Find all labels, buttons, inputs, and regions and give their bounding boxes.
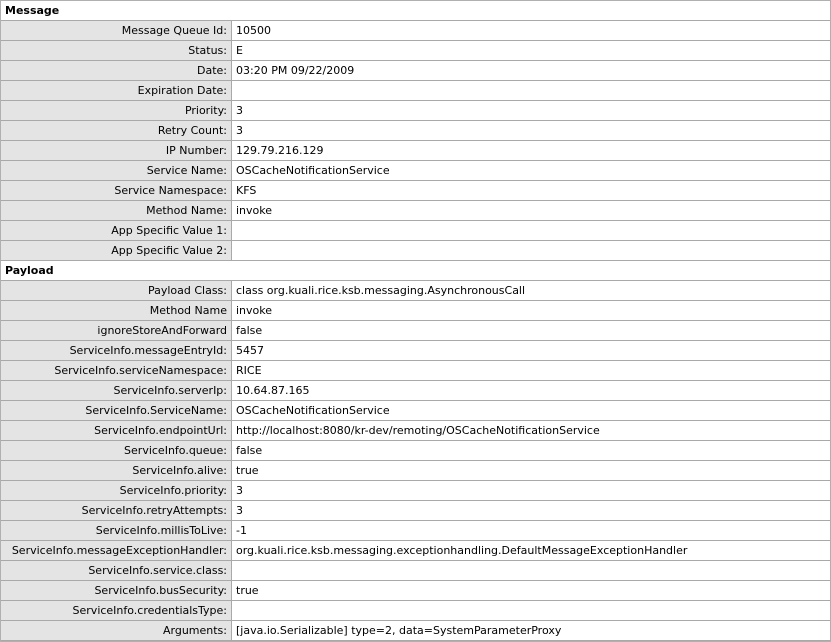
field-label: Service Name: (1, 161, 232, 180)
field-value: RICE (232, 361, 830, 380)
table-row (1, 581, 830, 601)
field-label: ServiceInfo.queue: (1, 441, 232, 460)
table-row (1, 81, 830, 101)
field-label: Status: (1, 41, 232, 60)
table-row (1, 361, 830, 381)
field-label: Retry Count: (1, 121, 232, 140)
table-row (1, 281, 830, 301)
table-row (1, 221, 830, 241)
field-value (232, 221, 830, 240)
table-row (1, 441, 830, 461)
field-label: Arguments: (1, 621, 232, 640)
field-value: http://localhost:8080/kr-dev/remoting/OSCacheNotificationService (232, 421, 830, 440)
table-row (1, 21, 830, 41)
field-value: E (232, 41, 830, 60)
field-label: ServiceInfo.serviceNamespace: (1, 361, 232, 380)
table-row (1, 161, 830, 181)
field-value: invoke (232, 201, 830, 220)
field-value: -1 (232, 521, 830, 540)
field-value: 3 (232, 501, 830, 520)
payload-section-header: Payload (1, 261, 830, 281)
field-value: org.kuali.rice.ksb.messaging.exceptionhandling.DefaultMessageExceptionHandler (232, 541, 830, 560)
field-label: ServiceInfo.alive: (1, 461, 232, 480)
field-label: Expiration Date: (1, 81, 232, 100)
table-row (1, 241, 830, 261)
field-label: Message Queue Id: (1, 21, 232, 40)
field-value: 03:20 PM 09/22/2009 (232, 61, 830, 80)
field-value: 3 (232, 101, 830, 120)
field-value: true (232, 581, 830, 600)
table-row (1, 101, 830, 121)
field-value: true (232, 461, 830, 480)
table-row (1, 461, 830, 481)
table-row (1, 341, 830, 361)
table-row (1, 41, 830, 61)
field-value: 3 (232, 121, 830, 140)
table-row (1, 321, 830, 341)
field-label: ServiceInfo.ServiceName: (1, 401, 232, 420)
field-value: 3 (232, 481, 830, 500)
table-row (1, 401, 830, 421)
table-row (1, 541, 830, 561)
field-label: ServiceInfo.busSecurity: (1, 581, 232, 600)
payload-table (1, 281, 830, 641)
table-row (1, 381, 830, 401)
field-value: false (232, 441, 830, 460)
field-label: ServiceInfo.messageEntryId: (1, 341, 232, 360)
field-label: ServiceInfo.messageExceptionHandler: (1, 541, 232, 560)
table-row (1, 181, 830, 201)
field-value (232, 81, 830, 100)
field-label: ServiceInfo.millisToLive: (1, 521, 232, 540)
message-table (1, 21, 830, 261)
field-label: Date: (1, 61, 232, 80)
table-row (1, 301, 830, 321)
table-row (1, 121, 830, 141)
field-label: ignoreStoreAndForward (1, 321, 232, 340)
field-label: ServiceInfo.service.class: (1, 561, 232, 580)
field-label: IP Number: (1, 141, 232, 160)
field-value (232, 561, 830, 580)
table-row (1, 601, 830, 621)
field-value (232, 601, 830, 620)
field-label: Service Namespace: (1, 181, 232, 200)
field-value: false (232, 321, 830, 340)
field-value: invoke (232, 301, 830, 320)
table-row (1, 561, 830, 581)
field-value: OSCacheNotificationService (232, 161, 830, 180)
field-value: OSCacheNotificationService (232, 401, 830, 420)
field-label: Method Name: (1, 201, 232, 220)
field-label: Method Name (1, 301, 232, 320)
field-label: App Specific Value 1: (1, 221, 232, 240)
field-label: Payload Class: (1, 281, 232, 300)
field-value: 129.79.216.129 (232, 141, 830, 160)
field-label: Priority: (1, 101, 232, 120)
table-row (1, 61, 830, 81)
field-value: [java.io.Serializable] type=2, data=SystemParameterProxy (232, 621, 830, 640)
field-value: class org.kuali.rice.ksb.messaging.AsynchronousCall (232, 281, 830, 300)
field-value: KFS (232, 181, 830, 200)
field-value: 10.64.87.165 (232, 381, 830, 400)
field-value: 10500 (232, 21, 830, 40)
table-row (1, 521, 830, 541)
field-label: ServiceInfo.priority: (1, 481, 232, 500)
table-row (1, 201, 830, 221)
table-row (1, 621, 830, 641)
table-row (1, 141, 830, 161)
field-label: ServiceInfo.endpointUrl: (1, 421, 232, 440)
field-value: 5457 (232, 341, 830, 360)
table-row (1, 501, 830, 521)
message-section-header: Message (1, 1, 830, 21)
field-label: ServiceInfo.credentialsType: (1, 601, 232, 620)
table-row (1, 481, 830, 501)
field-label: ServiceInfo.retryAttempts: (1, 501, 232, 520)
field-label: App Specific Value 2: (1, 241, 232, 260)
field-label: ServiceInfo.serverIp: (1, 381, 232, 400)
table-row (1, 421, 830, 441)
field-value (232, 241, 830, 260)
